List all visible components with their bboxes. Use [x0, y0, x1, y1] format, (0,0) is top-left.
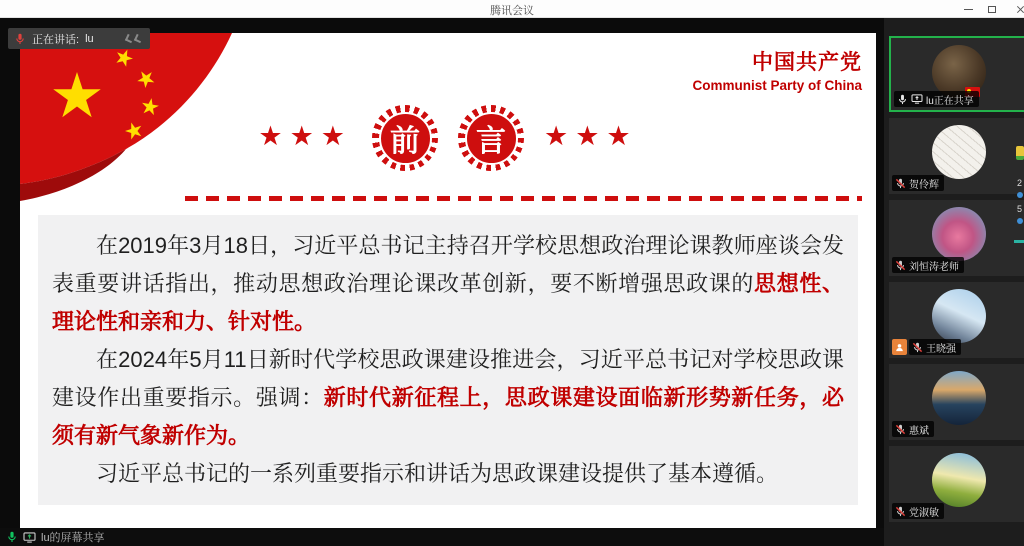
preface-char-1: 前 [379, 112, 432, 165]
paragraph-3 [52, 455, 844, 493]
participant-label [892, 421, 934, 437]
paragraph-2-text: 在2024年5月11日新时代学校思政课建设推进会，习近平总书记对学校思政课建设作出重要指示。强调： [52, 347, 844, 410]
participant-tile-liuhengtao[interactable] [889, 200, 1024, 276]
org-title-cn: 中国共产党 [752, 51, 862, 74]
participant-label [892, 175, 944, 191]
preface-heading [20, 105, 876, 171]
share-status-label: lu的屏幕共享 [41, 532, 105, 544]
avatar [932, 289, 986, 343]
screen-share-icon [911, 94, 923, 104]
slide-body-text [38, 215, 858, 505]
avatar [932, 125, 986, 179]
avatar [932, 371, 986, 425]
restore-icon [988, 6, 996, 13]
close-icon [1016, 5, 1024, 14]
paragraph-1-highlight: 思想性、理论性和亲和力、针对性。 [52, 271, 844, 334]
mic-muted-icon [895, 178, 906, 189]
share-status-bar [0, 528, 884, 546]
paragraph-2-highlight: 新时代新征程上，思政课建设面临新形势新任务，必须有新气象新作为。 [52, 385, 844, 448]
participant-tile-helinghui[interactable] [889, 118, 1024, 194]
cutoff-count-b: 5 [1017, 204, 1023, 214]
avatar [932, 207, 986, 261]
preface-seal-1 [372, 105, 438, 171]
org-title-block [692, 46, 862, 93]
mic-muted-icon [895, 260, 906, 271]
participant-name: 贺伶辉 [909, 179, 939, 191]
participant-label [892, 339, 961, 355]
dashed-divider [185, 196, 862, 201]
mic-muted-icon [895, 506, 906, 517]
paragraph-1 [52, 227, 844, 341]
screen-share-icon [23, 532, 36, 543]
paragraph-1-text: 在2019年3月18日，习近平总书记主持召开学校思想政治理论课教师座谈会发表重要讲话指出，推动思想政治理论课改革创新，要不断增强思政课的 [52, 233, 844, 296]
shared-screen-slide [20, 33, 876, 528]
host-badge-icon [892, 339, 907, 355]
participant-label [892, 503, 944, 519]
speaking-label: 正在讲话: [32, 33, 80, 46]
chevron-icon [124, 34, 133, 43]
participant-label [892, 257, 964, 273]
avatar [932, 453, 986, 507]
speaking-name: lu [85, 32, 94, 45]
minimize-icon [964, 9, 973, 10]
chevron-icon [133, 34, 142, 43]
meeting-stage [0, 18, 1024, 546]
participant-name: 王晓强 [926, 343, 956, 355]
active-speaker-indicator[interactable] [8, 28, 150, 49]
minimize-button[interactable] [956, 0, 980, 18]
participant-name: lu正在共享 [926, 95, 974, 107]
participant-tile-lu[interactable] [889, 36, 1024, 112]
mic-muted-icon [895, 424, 906, 435]
participant-name: 惠斌 [909, 425, 929, 437]
paragraph-3-text: 习近平总书记的一系列重要指示和讲话为思政课建设提供了基本遵循。 [96, 461, 779, 486]
speaker-mic-icon [14, 33, 26, 45]
preface-seal-2 [458, 105, 524, 171]
participant-name: 党淑敏 [909, 507, 939, 519]
participant-tile-huibin[interactable] [889, 364, 1024, 440]
cutoff-count-a: 2 [1017, 178, 1023, 188]
collapse-chevrons-icon[interactable] [126, 35, 142, 42]
mic-on-icon [897, 94, 908, 105]
stars-left: ★★★ [258, 120, 352, 151]
window-titlebar [0, 0, 1024, 18]
window-title: 腾讯会议 [490, 5, 534, 17]
participants-panel [884, 18, 1024, 546]
paragraph-2 [52, 341, 844, 455]
preface-char-2: 言 [465, 112, 518, 165]
participant-tile-wangxiaoqiang[interactable] [889, 282, 1024, 358]
org-title-en: Communist Party of China [692, 78, 862, 93]
close-button[interactable] [1008, 0, 1024, 18]
stars-right: ★★★ [544, 120, 638, 151]
participant-label [894, 91, 979, 107]
maximize-button[interactable] [980, 0, 1004, 18]
participant-name: 刘恒涛老师 [909, 261, 959, 273]
participant-tile-dangshumin[interactable] [889, 446, 1024, 522]
mic-muted-icon [912, 342, 923, 353]
mic-on-green-icon [6, 531, 18, 543]
